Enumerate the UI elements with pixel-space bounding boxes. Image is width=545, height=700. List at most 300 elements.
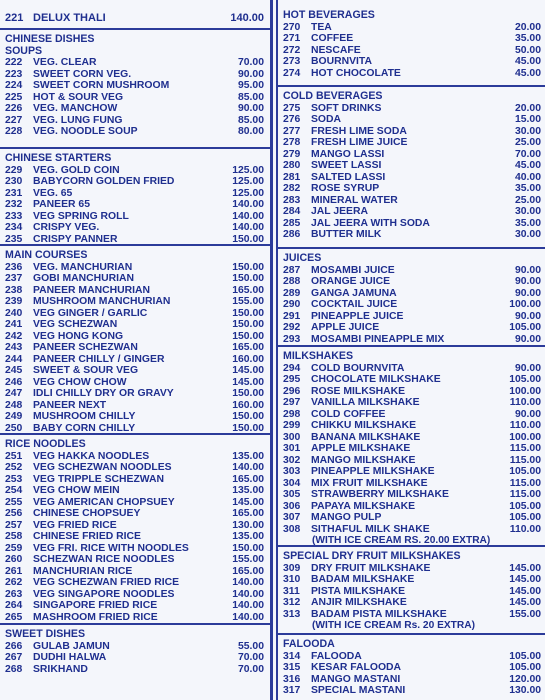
section-juices [278, 247, 545, 345]
item-number: 243 [5, 342, 23, 353]
menu-item [0, 566, 270, 578]
item-price: 125.00 [232, 164, 264, 176]
item-name: VEG CHOW MEIN [33, 485, 120, 496]
item-number: 239 [5, 296, 23, 307]
menu-item [0, 365, 270, 377]
item-number: 296 [283, 385, 301, 397]
item-price: 145.00 [509, 597, 541, 608]
menu-item [0, 411, 270, 423]
item-name: VEG. 65 [33, 187, 73, 199]
item-price: 165.00 [232, 508, 264, 519]
item-number: 234 [5, 222, 23, 233]
item-name: MINERAL WATER [311, 194, 398, 206]
item-price: 95.00 [237, 80, 264, 91]
menu-item [278, 597, 545, 609]
menu-item [278, 432, 545, 444]
menu-item [278, 218, 545, 230]
item-price: 145.00 [509, 574, 541, 585]
item-number: 227 [5, 114, 23, 126]
item-price: 150.00 [232, 233, 264, 245]
menu-item [0, 520, 270, 532]
item-name: SOFT DRINKS [311, 102, 382, 114]
menu-item [278, 45, 545, 57]
menu-item [0, 474, 270, 486]
item-price: 90.00 [514, 276, 541, 287]
item-number: 302 [283, 454, 301, 466]
item-number: 249 [5, 411, 23, 422]
item-price: 155.00 [232, 554, 264, 565]
item-price: 105.00 [509, 466, 541, 477]
item-name: VEG. CLEAR [33, 57, 97, 68]
item-price: 150.00 [232, 388, 264, 399]
item-number: 274 [283, 67, 301, 79]
item-price: 150.00 [232, 411, 264, 422]
item-price: 70.00 [514, 148, 541, 160]
item-price: 115.00 [509, 454, 541, 466]
section-title: FALOODA [283, 638, 335, 650]
item-price: 135.00 [232, 450, 264, 462]
item-number: 222 [5, 57, 23, 68]
item-number: 260 [5, 554, 23, 565]
item-name: VANILLA MILKSHAKE [311, 397, 420, 408]
ice-cream-note: (WITH ICE CREAM Rs. 20 EXTRA) [312, 620, 476, 631]
item-list [0, 262, 270, 435]
item-number: 287 [283, 264, 301, 276]
menu-item [0, 612, 270, 624]
item-price: 165.00 [232, 565, 264, 577]
item-price: 150.00 [232, 261, 264, 273]
item-name: IDLI CHILLY DRY OR GRAVY [33, 388, 174, 399]
item-price: 130.00 [232, 519, 264, 531]
section-title-soups: SOUPS [5, 44, 43, 57]
item-price: 90.00 [514, 362, 541, 374]
menu-item [0, 285, 270, 297]
item-price: 105.00 [509, 650, 541, 662]
item-price: 135.00 [232, 531, 264, 542]
item-name: PISTA MILKSHAKE [311, 585, 406, 597]
menu-item [278, 586, 545, 598]
item-name: VEG. MANCHOW [33, 103, 118, 114]
menu-item [278, 195, 545, 207]
item-name: VEG HAKKA NOODLES [33, 450, 150, 462]
item-number: 315 [283, 662, 301, 673]
item-name: CHINESE FRIED RICE [33, 531, 141, 542]
item-number: 245 [5, 365, 23, 376]
section-chinese-starters [0, 147, 270, 245]
item-price: 140.00 [232, 611, 264, 623]
item-name: BABYCORN GOLDEN FRIED [33, 176, 175, 187]
item-number: 248 [5, 399, 23, 411]
item-name: PINEAPPLE MILKSHAKE [311, 466, 435, 477]
item-number: 252 [5, 462, 23, 473]
item-price: 155.00 [232, 296, 264, 307]
item-price: 105.00 [509, 512, 541, 523]
item-number: 317 [283, 685, 301, 696]
item-name: MANGO LASSI [311, 148, 385, 160]
item-name: SCHEZWAN RICE NOODLES [33, 554, 175, 565]
item-price: 90.00 [514, 333, 541, 345]
item-name: MASHROOM FRIED RICE [33, 611, 158, 623]
item-name: CHINESE CHOPSUEY [33, 508, 141, 519]
item-name: ROSE SYRUP [311, 183, 380, 194]
menu-item [278, 160, 545, 172]
menu-item [0, 188, 270, 200]
item-name: JAL JEERA WITH SODA [311, 217, 430, 229]
item-price: 115.00 [509, 443, 541, 454]
menu-item [278, 183, 545, 195]
menu-item [0, 462, 270, 474]
menu-item [0, 543, 270, 555]
item-name: VEG. GOLD COIN [33, 164, 120, 176]
menu-item [0, 103, 270, 115]
item-price: 80.00 [237, 126, 264, 137]
section-title: MILKSHAKES [283, 350, 354, 362]
menu-item [0, 12, 270, 25]
section-title-chinese-dishes: CHINESE DISHES [5, 33, 95, 45]
item-number: 265 [5, 611, 23, 623]
item-name: VEG. MANCHURIAN [33, 261, 133, 273]
item-number: 230 [5, 176, 23, 187]
section-title: SPECIAL DRY FRUIT MILKSHAKES [283, 550, 461, 562]
menu-item [278, 68, 545, 80]
item-price: 110.00 [509, 523, 541, 535]
item-price: 130.00 [509, 685, 541, 696]
item-name: BOURNVITA [311, 56, 372, 67]
item-name: APPLE JUICE [311, 322, 380, 333]
item-price: 150.00 [232, 422, 264, 434]
item-number: 304 [283, 477, 301, 489]
menu-item [278, 103, 545, 115]
menu-item [0, 126, 270, 138]
item-price: 120.00 [509, 673, 541, 685]
menu-item [278, 126, 545, 138]
item-price: 145.00 [509, 585, 541, 597]
item-price: 165.00 [232, 342, 264, 353]
item-number: 223 [5, 68, 23, 80]
item-name: SWEET LASSI [311, 160, 382, 171]
menu-item [0, 554, 270, 566]
item-name: VEG TRIPPLE SCHEZWAN [33, 473, 165, 485]
item-number: 283 [283, 194, 301, 206]
item-number: 229 [5, 164, 23, 176]
item-name: COLD BOURNVITA [311, 362, 405, 374]
menu-item [0, 331, 270, 343]
item-name: VEG FRIED RICE [33, 519, 117, 531]
item-number: 267 [5, 652, 23, 663]
item-price: 145.00 [232, 496, 264, 508]
item-number: 290 [283, 299, 301, 310]
item-price: 15.00 [514, 114, 541, 125]
item-number: 272 [283, 44, 301, 56]
item-number: 316 [283, 673, 301, 685]
item-price: 100.00 [509, 385, 541, 397]
item-list [0, 451, 270, 624]
item-price: 145.00 [232, 365, 264, 376]
item-name: APPLE MILKSHAKE [311, 443, 411, 454]
item-number: 231 [5, 187, 23, 199]
item-price: 160.00 [232, 353, 264, 365]
item-number: 247 [5, 388, 23, 399]
item-name: SINGAPORE FRIED RICE [33, 600, 158, 611]
item-price: 140.00 [232, 210, 264, 222]
item-name: FALOODA [311, 650, 362, 662]
item-name: VEG SCHEZWAN FRIED RICE [33, 577, 180, 588]
item-list [278, 563, 545, 621]
menu-item [0, 222, 270, 234]
menu-item [0, 211, 270, 223]
item-number: 277 [283, 125, 301, 137]
menu-item [278, 609, 545, 621]
item-name: BADAM MILKSHAKE [311, 574, 415, 585]
menu-item [0, 199, 270, 211]
item-number: 246 [5, 376, 23, 388]
item-number: 226 [5, 103, 23, 114]
item-name: VEG FRI. RICE WITH NOODLES [33, 542, 189, 554]
item-name: HOT & SOUR VEG [33, 91, 124, 103]
item-name: HOT CHOCOLATE [311, 67, 401, 79]
item-price: 45.00 [514, 160, 541, 171]
menu-item [278, 651, 545, 663]
item-name: PANEER NEXT [33, 399, 107, 411]
section-main-courses [0, 244, 270, 434]
item-number: 310 [283, 574, 301, 585]
menu-item [278, 299, 545, 311]
item-name: SWEET & SOUR VEG [33, 365, 139, 376]
item-price: 160.00 [232, 399, 264, 411]
item-number: 266 [5, 640, 23, 652]
item-number: 292 [283, 322, 301, 333]
menu-item [278, 22, 545, 34]
item-list [278, 22, 545, 80]
item-list [0, 641, 270, 676]
item-number: 309 [283, 562, 301, 574]
menu-item [0, 388, 270, 400]
item-name: NESCAFE [311, 44, 361, 56]
item-number: 311 [283, 585, 300, 597]
item-name: VEG CHOW CHOW [33, 376, 127, 388]
item-price: 140.00 [232, 199, 264, 210]
menu-item [0, 508, 270, 520]
menu-item [0, 354, 270, 366]
item-number: 256 [5, 508, 23, 519]
item-number: 297 [283, 397, 301, 408]
item-number: 291 [283, 310, 301, 322]
item-number: 270 [283, 21, 301, 33]
item-number: 314 [283, 650, 301, 662]
item-number: 289 [283, 287, 301, 299]
item-name: GOBI MANCHURIAN [33, 273, 135, 284]
item-number: 250 [5, 422, 23, 434]
item-name: PAPAYA MILKSHAKE [311, 500, 416, 512]
item-name: PANEER SCHEZWAN [33, 342, 138, 353]
item-price: 90.00 [514, 287, 541, 299]
item-name: MANGO MILKSHAKE [311, 454, 416, 466]
item-price: 140.00 [232, 462, 264, 473]
menu-item [278, 33, 545, 45]
item-number: 278 [283, 137, 301, 148]
item-name: PANEER 65 [33, 199, 90, 210]
menu-item [278, 409, 545, 421]
menu-item [0, 165, 270, 177]
item-price: 145.00 [232, 376, 264, 388]
item-price: 70.00 [237, 652, 264, 663]
item-name: FRESH LIME JUICE [311, 137, 408, 148]
menu-item [278, 137, 545, 149]
item-name: ORANGE JUICE [311, 276, 391, 287]
item-price: 165.00 [232, 473, 264, 485]
menu-item [0, 308, 270, 320]
item-number: 301 [283, 443, 301, 454]
item-name: ANJIR MILKSHAKE [311, 597, 407, 608]
item-number: 259 [5, 542, 23, 554]
section-falooda [278, 633, 545, 697]
item-price: 150.00 [232, 542, 264, 554]
item-number: 298 [283, 408, 301, 420]
item-number: 251 [5, 450, 23, 462]
item-price: 155.00 [509, 608, 541, 620]
item-number: 258 [5, 531, 23, 542]
item-price: 90.00 [514, 264, 541, 276]
ice-cream-note: (WITH ICE CREAM RS. 20.00 EXTRA) [312, 535, 491, 546]
item-number: 300 [283, 431, 301, 443]
item-number: 237 [5, 273, 23, 284]
item-name: DELUX THALI [33, 12, 106, 24]
section-title: RICE NOODLES [5, 438, 86, 450]
item-name: VEG SCHEZWAN [33, 319, 118, 330]
item-list [278, 103, 545, 241]
item-price: 140.00 [232, 577, 264, 588]
item-name: GULAB JAMUN [33, 640, 110, 652]
item-number: 295 [283, 374, 301, 385]
item-name: BADAM PISTA MILKSHAKE [311, 608, 447, 620]
item-name: SPECIAL MASTANI [311, 685, 406, 696]
item-price: 150.00 [232, 273, 264, 284]
item-name: STRAWBERRY MILKSHAKE [311, 489, 449, 500]
menu-item [0, 589, 270, 601]
section-title: CHINESE STARTERS [5, 152, 112, 164]
item-number: 293 [283, 333, 301, 345]
menu-item [278, 322, 545, 334]
item-name: DRY FRUIT MILKSHAKE [311, 562, 431, 574]
section-rice-noodles [0, 433, 270, 623]
item-name: BUTTER MILK [311, 229, 382, 240]
item-price: 90.00 [514, 408, 541, 420]
item-price: 140.00 [232, 588, 264, 600]
item-price: 100.00 [509, 431, 541, 443]
item-number: 284 [283, 206, 301, 217]
item-price: 150.00 [232, 319, 264, 330]
item-price: 30.00 [514, 125, 541, 137]
item-price: 115.00 [509, 477, 541, 489]
menu-item [0, 485, 270, 497]
item-list [0, 165, 270, 246]
item-name: VEG SINGAPORE NOODLES [33, 588, 175, 600]
item-price: 35.00 [514, 217, 541, 229]
item-number: 261 [5, 565, 23, 577]
item-number: 264 [5, 600, 23, 611]
item-price: 90.00 [514, 310, 541, 322]
menu-item [278, 489, 545, 501]
item-number: 285 [283, 217, 301, 229]
menu-item [0, 262, 270, 274]
section-special-dry-fruit-milkshakes [278, 545, 545, 632]
item-number: 240 [5, 307, 23, 319]
item-name: VEG. NOODLE SOUP [33, 126, 138, 137]
item-price: 105.00 [509, 322, 541, 333]
item-number: 305 [283, 489, 301, 500]
menu-item [0, 176, 270, 188]
menu-item [278, 512, 545, 524]
item-price: 85.00 [237, 114, 264, 126]
item-price: 140.00 [232, 600, 264, 611]
item-name: VEG. LUNG FUNG [33, 114, 123, 126]
item-price: 150.00 [232, 307, 264, 319]
item-name: VEG AMERICAN CHOPSUEY [33, 496, 175, 508]
item-price: 105.00 [509, 662, 541, 673]
item-name: SITHAFUL MILK SHAKE [311, 523, 430, 535]
item-name: KESAR FALOODA [311, 662, 402, 673]
item-name: COCKTAIL JUICE [311, 299, 398, 310]
item-price: 20.00 [514, 102, 541, 114]
item-name: CRISPY PANNER [33, 233, 118, 245]
menu-item [278, 363, 545, 375]
item-number: 308 [283, 523, 301, 535]
menu-item [278, 674, 545, 686]
item-number: 228 [5, 126, 23, 137]
menu-item [278, 311, 545, 323]
item-list [278, 363, 545, 536]
item-name: BANANA MILKSHAKE [311, 431, 421, 443]
menu-item [278, 524, 545, 536]
item-name: MANCHURIAN RICE [33, 565, 133, 577]
item-price: 50.00 [514, 44, 541, 56]
item-number: 221 [5, 12, 24, 24]
item-price: 35.00 [514, 33, 541, 44]
item-number: 286 [283, 229, 301, 240]
item-name: MANGO PULP [311, 512, 382, 523]
menu-item [278, 288, 545, 300]
right-column [276, 0, 545, 700]
item-name: PINEAPPLE JUICE [311, 310, 404, 322]
item-price: 90.00 [237, 103, 264, 114]
item-number: 280 [283, 160, 301, 171]
item-price: 25.00 [514, 194, 541, 206]
item-name: FRESH LIME SODA [311, 125, 407, 137]
menu-item [278, 334, 545, 346]
section-title: JUICES [283, 252, 322, 264]
section-sweet-dishes [0, 623, 270, 675]
menu-item [278, 149, 545, 161]
menu-item [278, 386, 545, 398]
item-name: DUDHI HALWA [33, 652, 107, 663]
item-price: 30.00 [514, 229, 541, 240]
menu-item [0, 319, 270, 331]
item-name: CHIKKU MILKSHAKE [311, 420, 417, 431]
item-number: 262 [5, 577, 23, 588]
menu-item [278, 501, 545, 513]
menu-item [278, 455, 545, 467]
item-number: 306 [283, 500, 301, 512]
section-title: MAIN COURSES [5, 249, 88, 261]
item-name: CHOCOLATE MILKSHAKE [311, 374, 441, 385]
item-name: MOSAMBI PINEAPPLE MIX [311, 333, 445, 345]
item-price: 110.00 [509, 420, 541, 431]
item-number: 224 [5, 80, 23, 91]
item-number: 233 [5, 210, 23, 222]
item-price: 110.00 [509, 397, 541, 408]
item-price: 85.00 [237, 91, 264, 103]
menu-item [278, 685, 545, 697]
